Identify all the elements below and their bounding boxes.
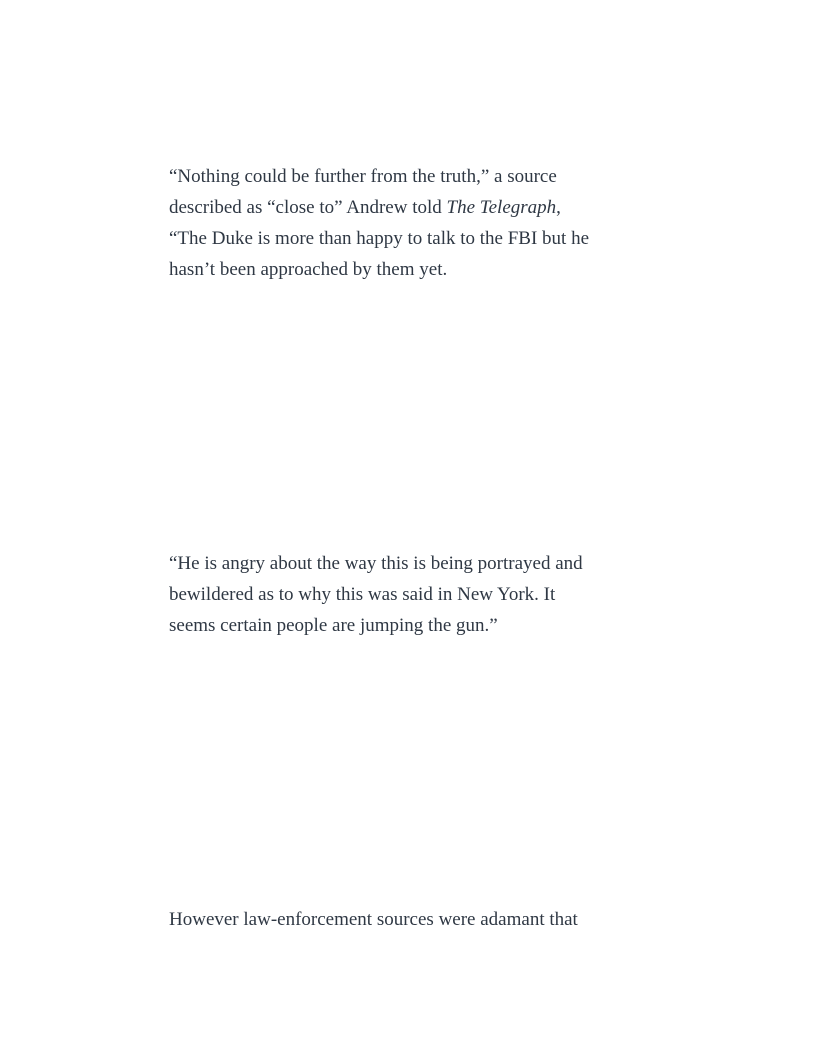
paragraph-line: “He is angry about the way this is being portrayed and	[169, 553, 583, 574]
paragraph-line: seems certain people are jumping the gun.”	[169, 615, 498, 636]
publication-name: The Telegraph	[446, 197, 557, 218]
quote-paragraph-source	[169, 161, 669, 285]
paragraph-line: “The Duke is more than happy to talk to the FBI but he	[169, 228, 590, 249]
paragraph-text: ,	[556, 197, 561, 218]
paragraph-line: “Nothing could be further from the truth,” a source	[169, 166, 557, 187]
paragraph-line	[169, 192, 669, 223]
quote-paragraph-angry	[169, 548, 669, 641]
paragraph-line: bewildered as to why this was said in New York. It	[169, 584, 556, 605]
paragraph-line: hasn’t been approached by them yet.	[169, 259, 448, 280]
paragraph-line: However law-enforcement sources were adamant that	[169, 909, 578, 930]
paragraph-law-enforcement	[169, 904, 669, 935]
paragraph-text: described as “close to” Andrew told	[169, 197, 447, 218]
